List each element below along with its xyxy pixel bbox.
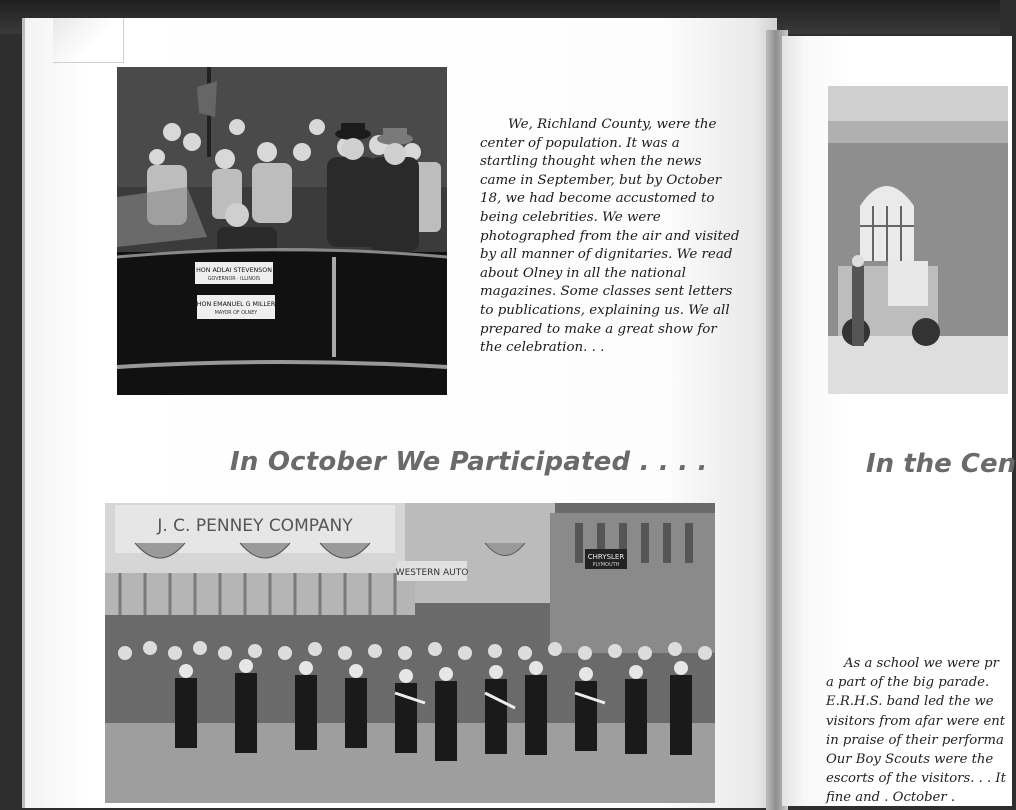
right-text-line: As a school we were pr <box>844 656 999 671</box>
sign-miller-title: MAYOR OF OLNEY <box>214 311 258 316</box>
folded-corner <box>53 18 124 63</box>
right-text-line: Our Boy Scouts were the <box>826 752 994 768</box>
sign-stevenson-name: HON ADLAI STEVENSON <box>196 267 272 274</box>
right-section-heading: In the Cen <box>866 449 1016 479</box>
chrysler-sub-sign: PLYMOUTH <box>592 562 620 568</box>
penney-store-sign: J. C. PENNEY COMPANY <box>157 516 353 536</box>
right-text-line: fine and . October . <box>826 790 956 806</box>
chrysler-sign: CHRYSLER <box>587 553 625 561</box>
right-body-text <box>826 654 1016 808</box>
dignitaries-car-photo <box>117 67 447 395</box>
right-text-line: visitors from afar were ent <box>826 713 1006 729</box>
dignitaries-car-illustration <box>117 67 447 395</box>
right-text-line: in praise of their performa <box>826 732 1004 748</box>
building-photo <box>828 86 1008 394</box>
western-auto-sign: WESTERN AUTO <box>395 568 469 578</box>
right-text-line: a part of the big parade. <box>826 675 990 691</box>
parade-illustration <box>105 503 715 803</box>
right-text-line: E.R.H.S. band led the we <box>826 694 994 710</box>
section-heading: In October We Participated . . . . <box>230 447 708 477</box>
sign-stevenson-title: GOVERNOR · ILLINOIS <box>207 277 261 282</box>
body-paragraph-text: We, Richland County, were the center of population. It was a startling thought when the news came in September, but by October 18, we had become accustomed to being celebrities. We were photographed from the air and visited by all manner of dignitaries. We read about Olney in all the national magazines. Some classes sent letters to publications, explaining us. We all prepared to make a great show for the celebration. . . <box>480 117 740 356</box>
parade-photo <box>105 503 715 803</box>
sign-miller-name: HON EMANUEL G MILLER <box>196 301 276 308</box>
right-text-line: escorts of the visitors. . . It <box>826 771 1006 787</box>
building-illustration <box>828 86 1008 394</box>
body-paragraph <box>480 116 740 358</box>
